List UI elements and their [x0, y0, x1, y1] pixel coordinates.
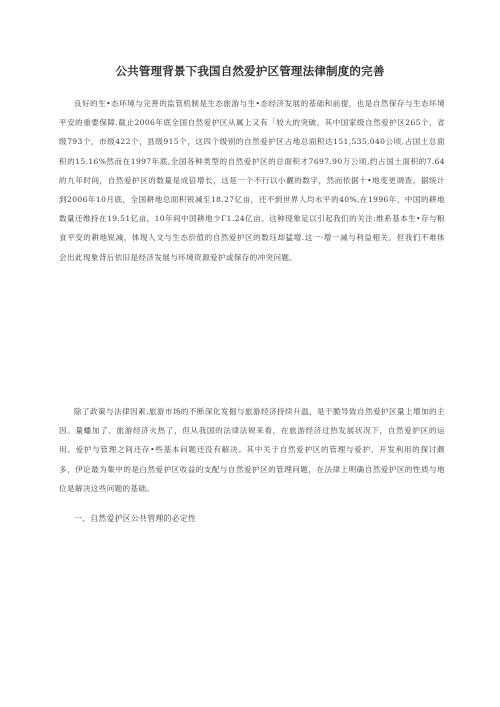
paragraph-1: 良好的生•态环境与完善的监管机制是生态旅游与生•态经济发展的基础和前提，也是自然保存与生态环境平安的重要保障.截止2006年底全国自然爱护区从属上又有「较大的突破，其中国家级自然爱护区265个，省级793个，市级422个，县级915个，这四个级别的自然爱护区占地总面积达151,535,040公顷,占国土总面积的15.16%然而在1997年底,全国各种类型的自然爱护区的总面积才7697.90万公顷,约占国土面积的7.64的九年时间，自然爱护区的数量是成倍增长，这是一个不行以小觑的数字，然而依据十•地变更调查，据统计到2006年10月底，全国耕地总面积锐减至18.27亿亩，还不到世界人均水平的40%,在1996年，中国的耕地数量还维持在19.51亿亩，10年间中国耕地少Γ1.24亿亩。这种现象足以引起我们的关注:维系基本生•存与粮食平安的耕地锐减，体现人文与生态价值的自然爱护区的数珏却猛增.这一-增一减与利益相关。但我们不难体会出此现象背后依旧是经济发展与环境资源爱护或保存的冲突问题。 — [59, 99, 445, 262]
section-heading: 一、自然爱护区公共管理的必定性 — [74, 514, 197, 523]
document-title: 公共管理背景下我国自然爱护区管理法律制度的完善 — [115, 64, 385, 78]
paragraph-2: 除了政策与法律因素.旅游市场的不断深化发掘与旅游经济持续升温，是干脆导致自然爱护区量上增加的主因。量蟠加了、旅游经济火热了，但从我国的法律法规来看，在旅游经济过热发展状况下，自然爱护区的运用、爱护与管理之间还存•些基本问题还没有解决。其中关于自然爱护区的管理与爱护、开发利用的探讨颇多，伊论最为集中的是白然爱护区收益的支配与自然爱护区的管理问题，在法律上明确自然爱护区的性质与地位是解决这些问题的基础。 — [59, 407, 445, 493]
